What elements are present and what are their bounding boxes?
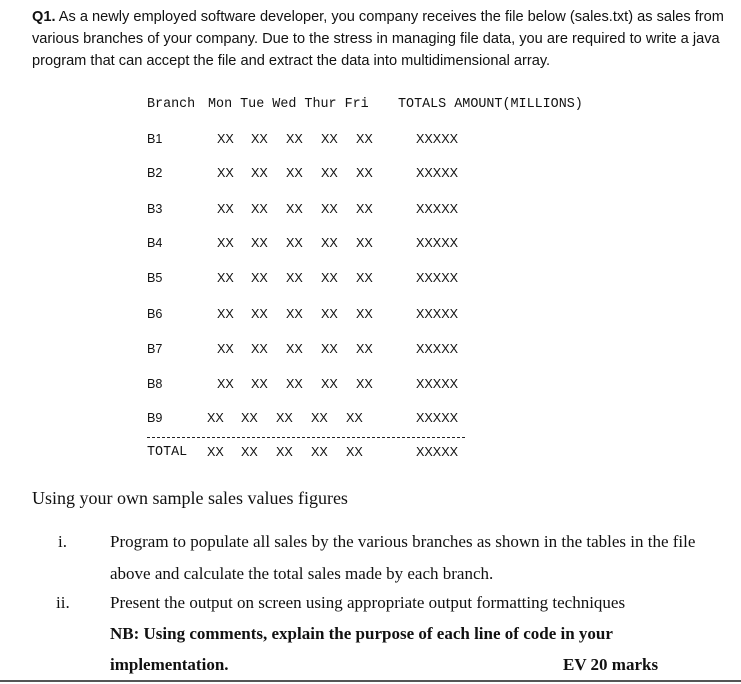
day-value-cell: XX [311,445,328,459]
day-value-cell: XX [321,132,338,146]
day-value-cell: XX [217,132,234,146]
day-value-cell: XX [286,132,303,146]
day-value-cell: XX [217,271,234,285]
total-amount-cell: XXXXX [416,445,458,459]
marks-label: EV 20 marks [563,655,659,674]
day-value-cell: XX [286,377,303,391]
day-value-cell: XX [286,271,303,285]
instructions-intro: Using your own sample sales values figures [32,488,348,508]
total-amount-cell: XXXXX [416,411,458,425]
day-value-cell: XX [251,271,268,285]
branch-label: B2 [147,166,163,180]
day-value-cell: XX [286,202,303,216]
day-value-cell: XX [276,411,293,425]
day-value-cell: XX [356,271,373,285]
total-amount-cell: XXXXX [416,377,458,391]
total-label: TOTAL [147,445,188,460]
day-value-cell: XX [251,166,268,180]
day-value-cell: XX [286,307,303,321]
day-value-cell: XX [356,377,373,391]
day-value-cell: XX [321,377,338,391]
header-branch: Branch [147,97,196,112]
item-number: i. [58,532,67,551]
day-value-cell: XX [346,411,363,425]
day-value-cell: XX [251,307,268,321]
day-value-cell: XX [251,377,268,391]
day-value-cell: XX [217,342,234,356]
day-value-cell: XX [356,236,373,250]
total-amount-cell: XXXXX [416,271,458,285]
branch-label: B4 [147,236,163,250]
day-value-cell: XX [217,236,234,250]
day-value-cell: XX [241,411,258,425]
day-value-cell: XX [356,342,373,356]
day-value-cell: XX [217,202,234,216]
header-totals: TOTALS AMOUNT(MILLIONS) [398,97,583,112]
day-value-cell: XX [241,445,258,459]
day-value-cell: XX [217,377,234,391]
item-number: ii. [56,593,70,612]
day-value-cell: XX [356,307,373,321]
day-value-cell: XX [251,202,268,216]
day-value-cell: XX [356,132,373,146]
day-value-cell: XX [286,166,303,180]
day-value-cell: XX [251,342,268,356]
branch-label: B3 [147,202,163,216]
day-value-cell: XX [346,445,363,459]
item-text: Program to populate all sales by the various branches as shown in the tables in the file [110,532,696,551]
question-paragraph [32,6,732,72]
day-value-cell: XX [321,342,338,356]
branch-label: B6 [147,307,163,321]
total-amount-cell: XXXXX [416,132,458,146]
day-value-cell: XX [311,411,328,425]
day-value-cell: XX [207,445,224,459]
branch-label: B9 [147,411,163,425]
day-value-cell: XX [217,166,234,180]
question-text: As a newly employed software developer, you company receives the file below (sales.txt) as sales from various branches of your company. Due to the stress in managing file data, you are required to write a java program that can accept the file and extract the data into multidimensional array. [32,9,724,69]
total-amount-cell: XXXXX [416,307,458,321]
total-amount-cell: XXXXX [416,342,458,356]
day-value-cell: XX [217,307,234,321]
nb-note-continued: implementation. [110,655,229,674]
branch-label: B8 [147,377,163,391]
day-value-cell: XX [251,132,268,146]
total-amount-cell: XXXXX [416,166,458,180]
day-value-cell: XX [321,202,338,216]
branch-label: B7 [147,342,163,356]
bottom-rule [0,680,741,682]
total-amount-cell: XXXXX [416,236,458,250]
day-value-cell: XX [207,411,224,425]
day-value-cell: XX [356,166,373,180]
day-value-cell: XX [321,307,338,321]
item-text-continued: above and calculate the total sales made by each branch. [110,564,494,583]
branch-label: B5 [147,271,163,285]
branch-label: B1 [147,132,163,146]
day-value-cell: XX [356,202,373,216]
day-value-cell: XX [251,236,268,250]
item-text: Present the output on screen using appropriate output formatting techniques [110,593,626,612]
nb-note: NB: Using comments, explain the purpose of each line of code in your [110,624,613,643]
day-value-cell: XX [321,271,338,285]
table-divider [147,437,465,438]
header-days: Mon Tue Wed Thur Fri [208,97,369,112]
question-number: Q1. [32,9,56,25]
day-value-cell: XX [321,236,338,250]
day-value-cell: XX [286,342,303,356]
day-value-cell: XX [276,445,293,459]
day-value-cell: XX [286,236,303,250]
day-value-cell: XX [321,166,338,180]
total-amount-cell: XXXXX [416,202,458,216]
